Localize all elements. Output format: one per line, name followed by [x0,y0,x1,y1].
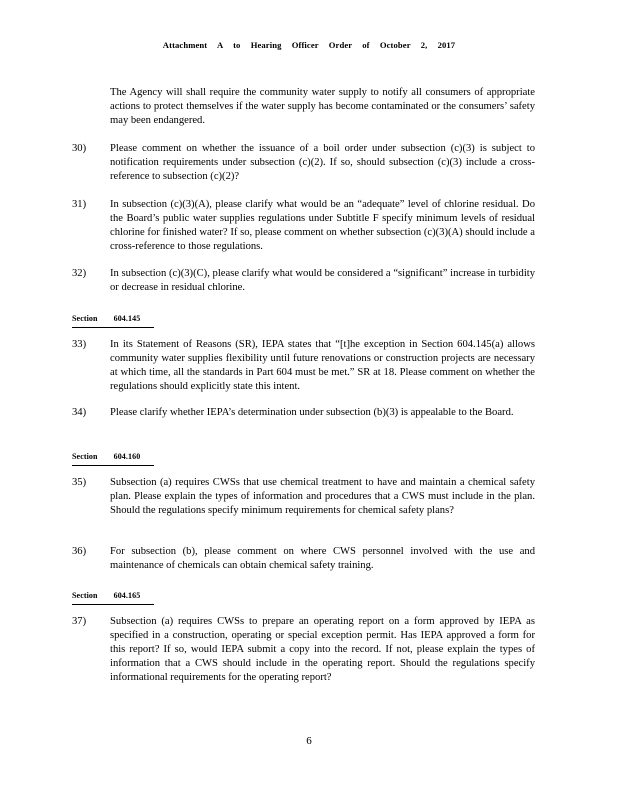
question-text: Please comment on whether the issuance of a boil order under subsection (c)(3) is subject to notification requirements under subsection (c)(2). If so, should subsection (c)(3) include a cross-reference to subsection (c)(2)? [110,143,535,182]
section-heading-604-160 [72,450,154,466]
question-number: 30) [72,143,87,154]
section-label: Section [72,591,98,600]
question-number: 36) [72,546,87,557]
intro-paragraph: The Agency will shall require the community water supply to notify all consumers of appropriate actions to protect themselves if the water supply has become contaminated or the consumers’ safety may been endangered. [110,87,535,126]
question-number: 34) [72,407,87,418]
question-number: 32) [72,268,87,279]
question-text: Please clarify whether IEPA’s determination under subsection (b)(3) is appealable to the Board. [110,407,514,418]
question-number: 37) [72,616,87,627]
page-header: Attachment A to Hearing Officer Order of October 2, 2017 [162,40,456,50]
section-label: Section [72,452,98,461]
question-text: In subsection (c)(3)(A), please clarify what would be an “adequate” level of chlorine residual. Do the Board’s public water supplies regulations under Subtitle F specify minimum levels of residual chlorine for finished water? If so, please comment on whether subsection (c)(3)(A) should include a cross-reference to those regulations. [110,199,535,252]
page-number: 6 [306,735,312,747]
question-text: Subsection (a) requires CWSs to prepare an operating report on a form approved by IEPA as specified in a construction, operating or special exception permit. Has IEPA approved a form for this report? If so, would IEPA submit a copy into the record. If not, please explain the types of information that a CWS should include in the operating report. Should the regulations specify informational requirements for the operating report? [110,616,535,683]
question-text: In its Statement of Reasons (SR), IEPA states that “[t]he exception in Section 604.145(a) allows community water supplies flexibility until future renovations or construction projects are necessary at which time, all the standards in Part 604 must be met.” SR at 18. Please comment on whether the regulations should explicitly state this intent. [110,339,535,392]
question-text: For subsection (b), please comment on where CWS personnel involved with the use and maintenance of chemicals can obtain chemical safety training. [110,546,535,571]
question-text: Subsection (a) requires CWSs that use chemical treatment to have and maintain a chemical safety plan. Please explain the types of information and procedures that a CWS must include in the plan. Should the regulations specify minimum requirements for chemical safety plans? [110,477,535,516]
section-label: Section [72,314,98,323]
question-text: In subsection (c)(3)(C), please clarify what would be considered a “significant” increase in turbidity or decrease in residual chlorine. [110,268,535,293]
question-number: 31) [72,199,87,210]
question-number: 33) [72,339,87,350]
section-heading-604-145 [72,312,154,328]
section-heading-604-165 [72,589,154,605]
section-number: 604.165 [113,591,141,600]
section-number: 604.145 [113,314,141,323]
section-number: 604.160 [113,452,141,461]
question-number: 35) [72,477,87,488]
